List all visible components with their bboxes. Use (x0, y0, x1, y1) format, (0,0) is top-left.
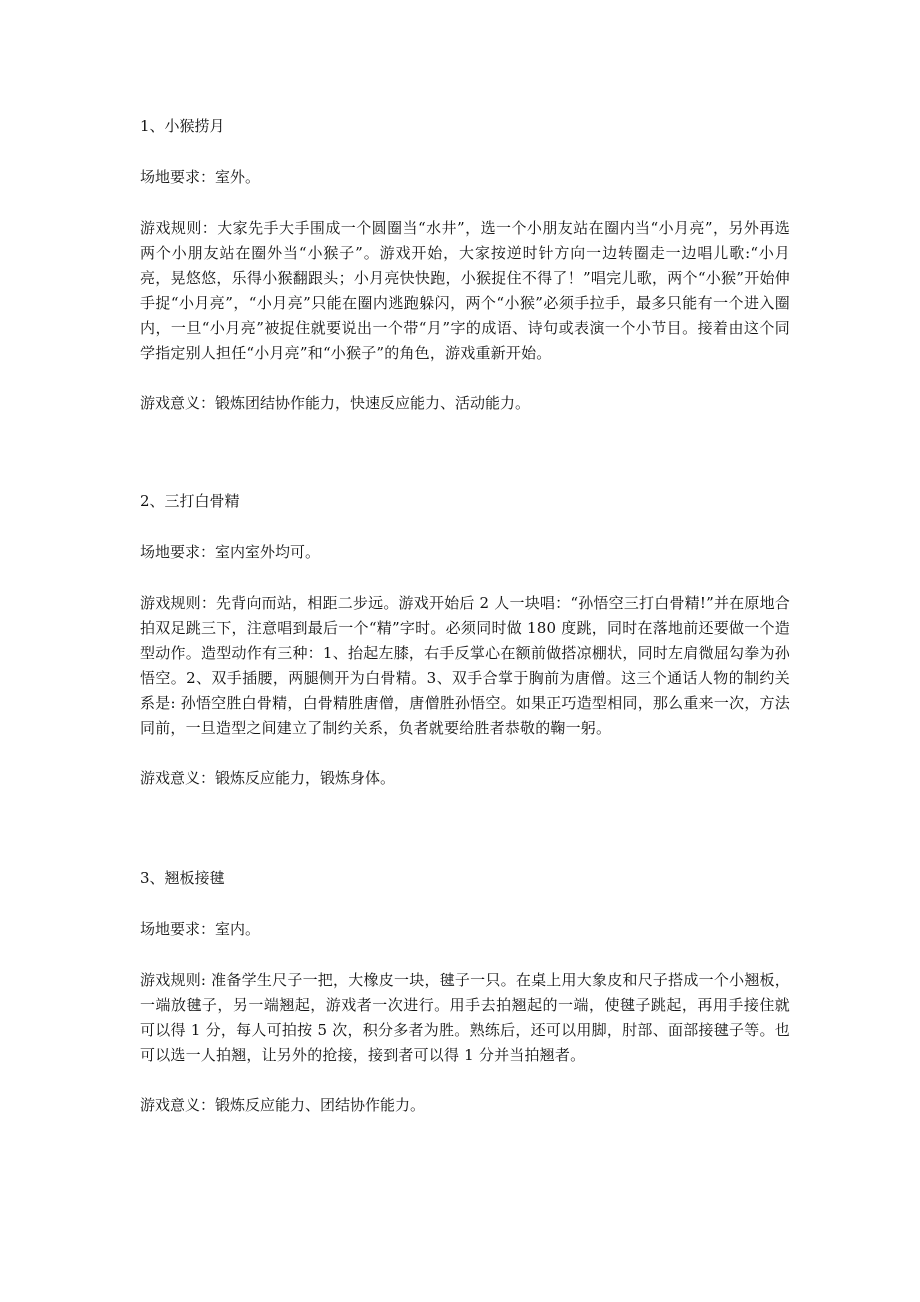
game-meaning: 游戏意义：锻炼反应能力，锻炼身体。 (140, 769, 396, 787)
venue-requirement: 场地要求：室内。 (140, 920, 261, 938)
game-section-3 (140, 866, 790, 1117)
game-rules: 游戏规则：先背向而站，相距二步远。游戏开始后 2 人一块唱：“孙悟空三打白骨精!”并在原地合拍双足跳三下，注意唱到最后一个“精”字时。必须同时做 180 度跳，同时在落地前还要做一个造型动作。造型动作有三种：1、抬起左膝，右手反掌心在额前做搭凉棚状，同时左肩微屈勾拳为孙悟空。2、双手插腰，两腿侧开为白骨精。3、双手合掌于胸前为唐僧。这三个通话人物的制约关系是: 孙悟空胜白骨精，白骨精胜唐僧，唐僧胜孙悟空。如果正巧造型相同，那么重来一次，方法同前，一旦造型之间建立了制约关系，负者就要给胜者恭敬的鞠一躬。 (140, 594, 790, 737)
game-title: 1、小猴捞月 (140, 117, 225, 135)
game-meaning: 游戏意义：锻炼反应能力、团结协作能力。 (140, 1096, 426, 1114)
game-meaning: 游戏意义：锻炼团结协作能力，快速反应能力、活动能力。 (140, 394, 531, 412)
game-section-1 (140, 114, 790, 415)
game-title: 3、翘板接毽 (140, 869, 225, 887)
venue-requirement: 场地要求：室外。 (140, 168, 261, 186)
game-rules: 游戏规则：大家先手大手围成一个圆圈当“水井”，选一个小朋友站在圈内当“小月亮”，另外再选两个小朋友站在圈外当“小猴子”。游戏开始，大家按逆时针方向一边转圈走一边唱儿歌:“小月亮，晃悠悠，乐得小猴翻跟头；小月亮快快跑，小猴捉住不得了！”唱完儿歌，两个“小猴”开始伸手捉“小月亮”，“小月亮”只能在圈内逃跑躲闪，两个“小猴”必须手拉手，最多只能有一个进入圈内，一旦“小月亮”被捉住就要说出一个带“月”字的成语、诗句或表演一个小节目。接着由这个同学指定别人担任“小月亮”和“小猴子”的角色，游戏重新开始。 (140, 219, 790, 362)
game-rules: 游戏规则: 准备学生尺子一把，大橡皮一块，毽子一只。在桌上用大象皮和尺子搭成一个小翘板，一端放毽子，另一端翘起，游戏者一次进行。用手去拍翘起的一端，使毽子跳起，再用手接住就可以得 1 分，每人可拍按 5 次，积分多者为胜。熟练后，还可以用脚，肘部、面部接毽子等。也可以选一人拍翘，让另外的抢接，接到者可以得 1 分并当拍翘者。 (140, 971, 790, 1064)
venue-requirement: 场地要求：室内室外均可。 (140, 543, 321, 561)
game-title: 2、三打白骨精 (140, 492, 240, 510)
game-section-2 (140, 489, 790, 790)
